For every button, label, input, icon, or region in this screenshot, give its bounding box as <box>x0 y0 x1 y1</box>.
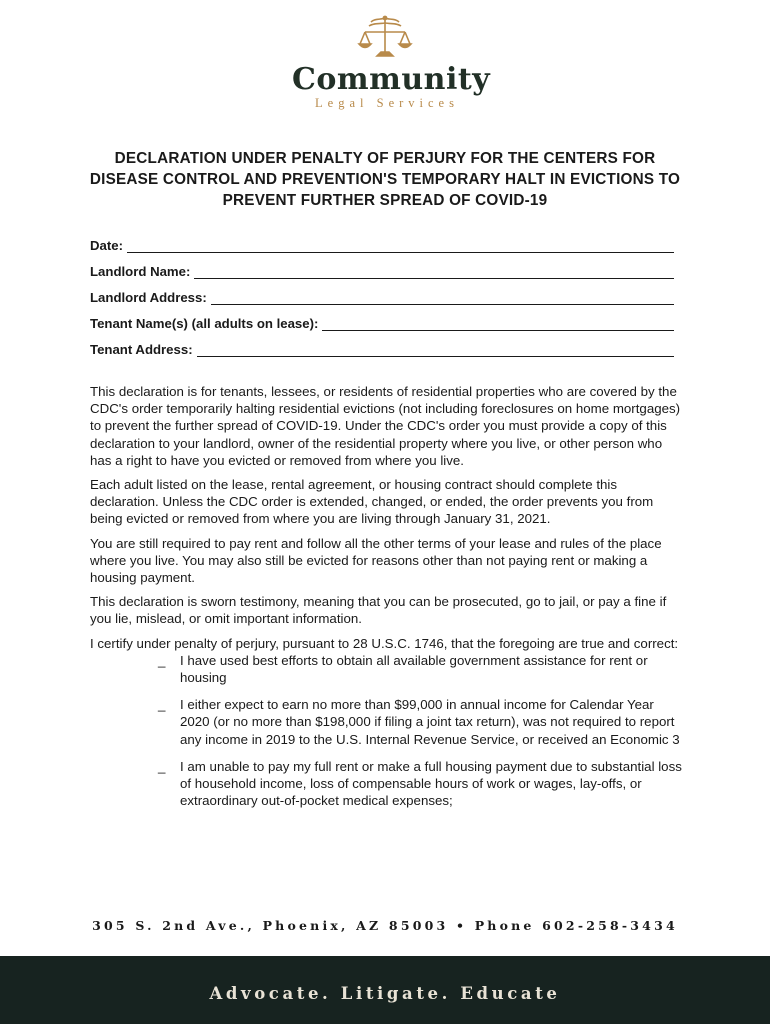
list-item-text: I either expect to earn no more than $99,000 in annual income for Calendar Year 2020 (or no more than $198,000 if filing a joint tax return), was not required to report any income in 2019 to the U.S. Internal Revenue Service, or received an Economic 3 <box>180 697 680 747</box>
list-item <box>90 758 682 810</box>
declaration-body <box>90 383 682 819</box>
landlord-address-input-line[interactable] <box>211 291 674 305</box>
field-label: Tenant Name(s) (all adults on lease): <box>90 316 319 331</box>
brand-subtitle: Legal Services <box>315 96 459 110</box>
list-item-text: I have used best efforts to obtain all available government assistance for rent or housing <box>180 652 648 686</box>
blank-checkmark[interactable]: _ <box>158 758 166 774</box>
date-input-line[interactable] <box>127 239 674 253</box>
scales-of-justice-icon <box>355 14 415 64</box>
blank-checkmark[interactable]: _ <box>158 652 166 668</box>
paragraph: This declaration is sworn testimony, meaning that you can be prosecuted, go to jail, or pay a fine if you lie, mislead, or omit important information. <box>90 594 667 627</box>
field-label: Landlord Address: <box>90 290 207 305</box>
logo <box>0 14 770 64</box>
list-item <box>90 652 682 686</box>
field-label: Date: <box>90 238 123 253</box>
field-label: Tenant Address: <box>90 342 193 357</box>
tenant-names-input-line[interactable] <box>322 317 674 331</box>
date-field[interactable] <box>90 236 674 253</box>
tenant-names-field[interactable] <box>90 314 674 331</box>
landlord-name-field[interactable] <box>90 262 674 279</box>
brand <box>292 62 491 110</box>
field-label: Landlord Name: <box>90 264 191 279</box>
tenant-address-input-line[interactable] <box>197 343 674 357</box>
landlord-name-input-line[interactable] <box>194 265 674 279</box>
certification-list <box>90 652 682 810</box>
tenant-address-field[interactable] <box>90 340 674 357</box>
paragraph: This declaration is for tenants, lessees, or residents of residential properties who are covered by the CDC's order temporarily halting residential evictions (not including foreclosures on home mortgages) to prevent the further spread of COVID-19. Under the CDC's order you must provide a copy of this declaration to your landlord, owner of the residential property where you live, or other person who has a right to have you evicted or removed from where you live. <box>90 384 681 468</box>
list-item-text: I am unable to pay my full rent or make a full housing payment due to substantial loss of household income, loss of compensable hours of work or wages, lay-offs, or extraordinary out-of-pocket medical expenses; <box>180 758 682 809</box>
document-title: DECLARATION UNDER PENALTY OF PERJURY FOR THE CENTERS FOR DISEASE CONTROL AND PREVENTION'S TEMPORARY HALT IN EVICTIONS TO PREVENT FURTHER SPREAD OF COVID-19 <box>89 150 681 209</box>
list-item <box>90 696 682 748</box>
paragraph: You are still required to pay rent and follow all the other terms of your lease and rules of the place where you live. You may also still be evicted for reasons other than not paying rent or making a housing payment. <box>90 535 662 586</box>
contact-address: 305 S. 2nd Ave., Phoenix, AZ 85003 • Phone 602-258-3434 <box>92 918 678 933</box>
blank-checkmark[interactable]: _ <box>158 697 166 713</box>
footer-tagline: Advocate. Litigate. Educate <box>209 984 561 1003</box>
landlord-address-field[interactable] <box>90 288 674 305</box>
paragraph: I certify under penalty of perjury, pursuant to 28 U.S.C. 1746, that the foregoing are true and correct: <box>90 635 679 651</box>
paragraph: Each adult listed on the lease, rental agreement, or housing contract should complete this declaration. Unless the CDC order is extended, changed, or ended, the order prevents you from being evicted or removed from where you are living through January 31, 2021. <box>90 477 654 527</box>
footer-band <box>0 956 770 1024</box>
brand-name: Community <box>292 62 491 97</box>
